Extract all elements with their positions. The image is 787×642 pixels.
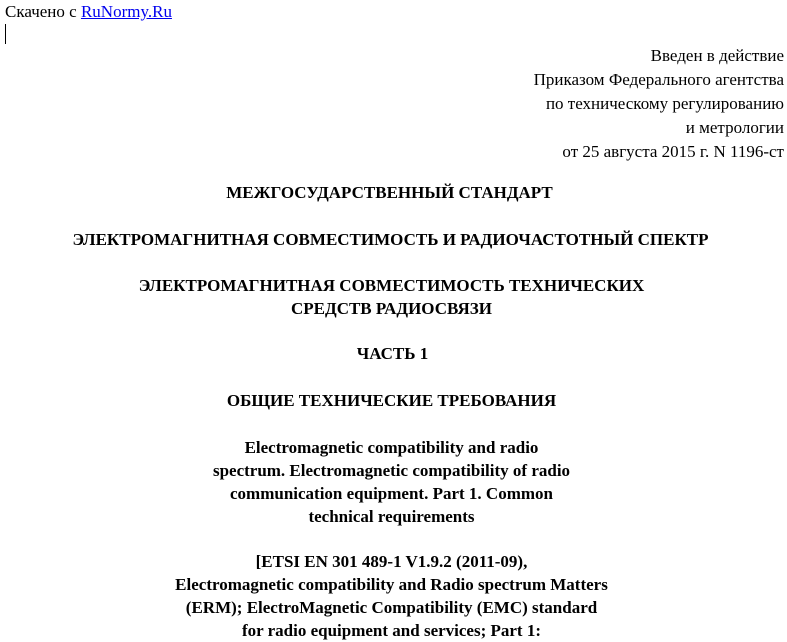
series-title-heading <box>0 228 784 251</box>
etsi-reference-line: Electromagnetic compatibility and Radio spectrum Matters <box>175 575 608 594</box>
english-title-line: technical requirements <box>308 507 475 526</box>
text-cursor <box>5 24 6 44</box>
subtitle-line: СРЕДСТВ РАДИОСВЯЗИ <box>291 299 492 318</box>
approval-line: и метрологии <box>685 118 784 137</box>
etsi-reference-line: for radio equipment and services; Part 1: <box>241 621 542 640</box>
part-title-text: ОБЩИЕ ТЕХНИЧЕСКИЕ ТРЕБОВАНИЯ <box>226 391 557 410</box>
english-title-line: communication equipment. Part 1. Common <box>230 484 553 503</box>
approval-block <box>534 44 784 164</box>
source-line <box>5 2 172 22</box>
part-heading <box>0 342 786 365</box>
english-title-line: spectrum. Electromagnetic compatibility of radio <box>212 461 571 480</box>
approval-line: Введен в действие <box>650 46 784 65</box>
standard-type-text: МЕЖГОСУДАРСТВЕННЫЙ СТАНДАРТ <box>226 183 553 202</box>
source-link[interactable]: RuNormy.Ru <box>80 2 172 21</box>
etsi-reference-line: (ERM); ElectroMagnetic Compatibility (EMC) standard <box>185 598 598 617</box>
part-text: ЧАСТЬ 1 <box>356 344 429 363</box>
etsi-reference-line: [ETSI EN 301 489-1 V1.9.2 (2011-09), <box>255 552 528 571</box>
english-title-line: Electromagnetic compatibility and radio <box>244 438 539 457</box>
approval-line: от 25 августа 2015 г. N 1196-ст <box>562 142 784 161</box>
approval-line: Приказом Федерального агентства <box>533 70 784 89</box>
etsi-reference-heading <box>0 550 785 642</box>
subtitle-heading <box>0 274 785 320</box>
english-title-heading <box>0 436 785 528</box>
part-title-heading <box>0 389 785 412</box>
subtitle-line: ЭЛЕКТРОМАГНИТНАЯ СОВМЕСТИМОСТЬ ТЕХНИЧЕСКИХ <box>138 276 645 295</box>
approval-line: по техническому регулированию <box>545 94 784 113</box>
series-title-text: ЭЛЕКТРОМАГНИТНАЯ СОВМЕСТИМОСТЬ И РАДИОЧАСТОТНЫЙ СПЕКТР <box>72 230 709 249</box>
standard-type-heading <box>0 181 783 204</box>
source-prefix: Скачено с <box>5 2 77 21</box>
